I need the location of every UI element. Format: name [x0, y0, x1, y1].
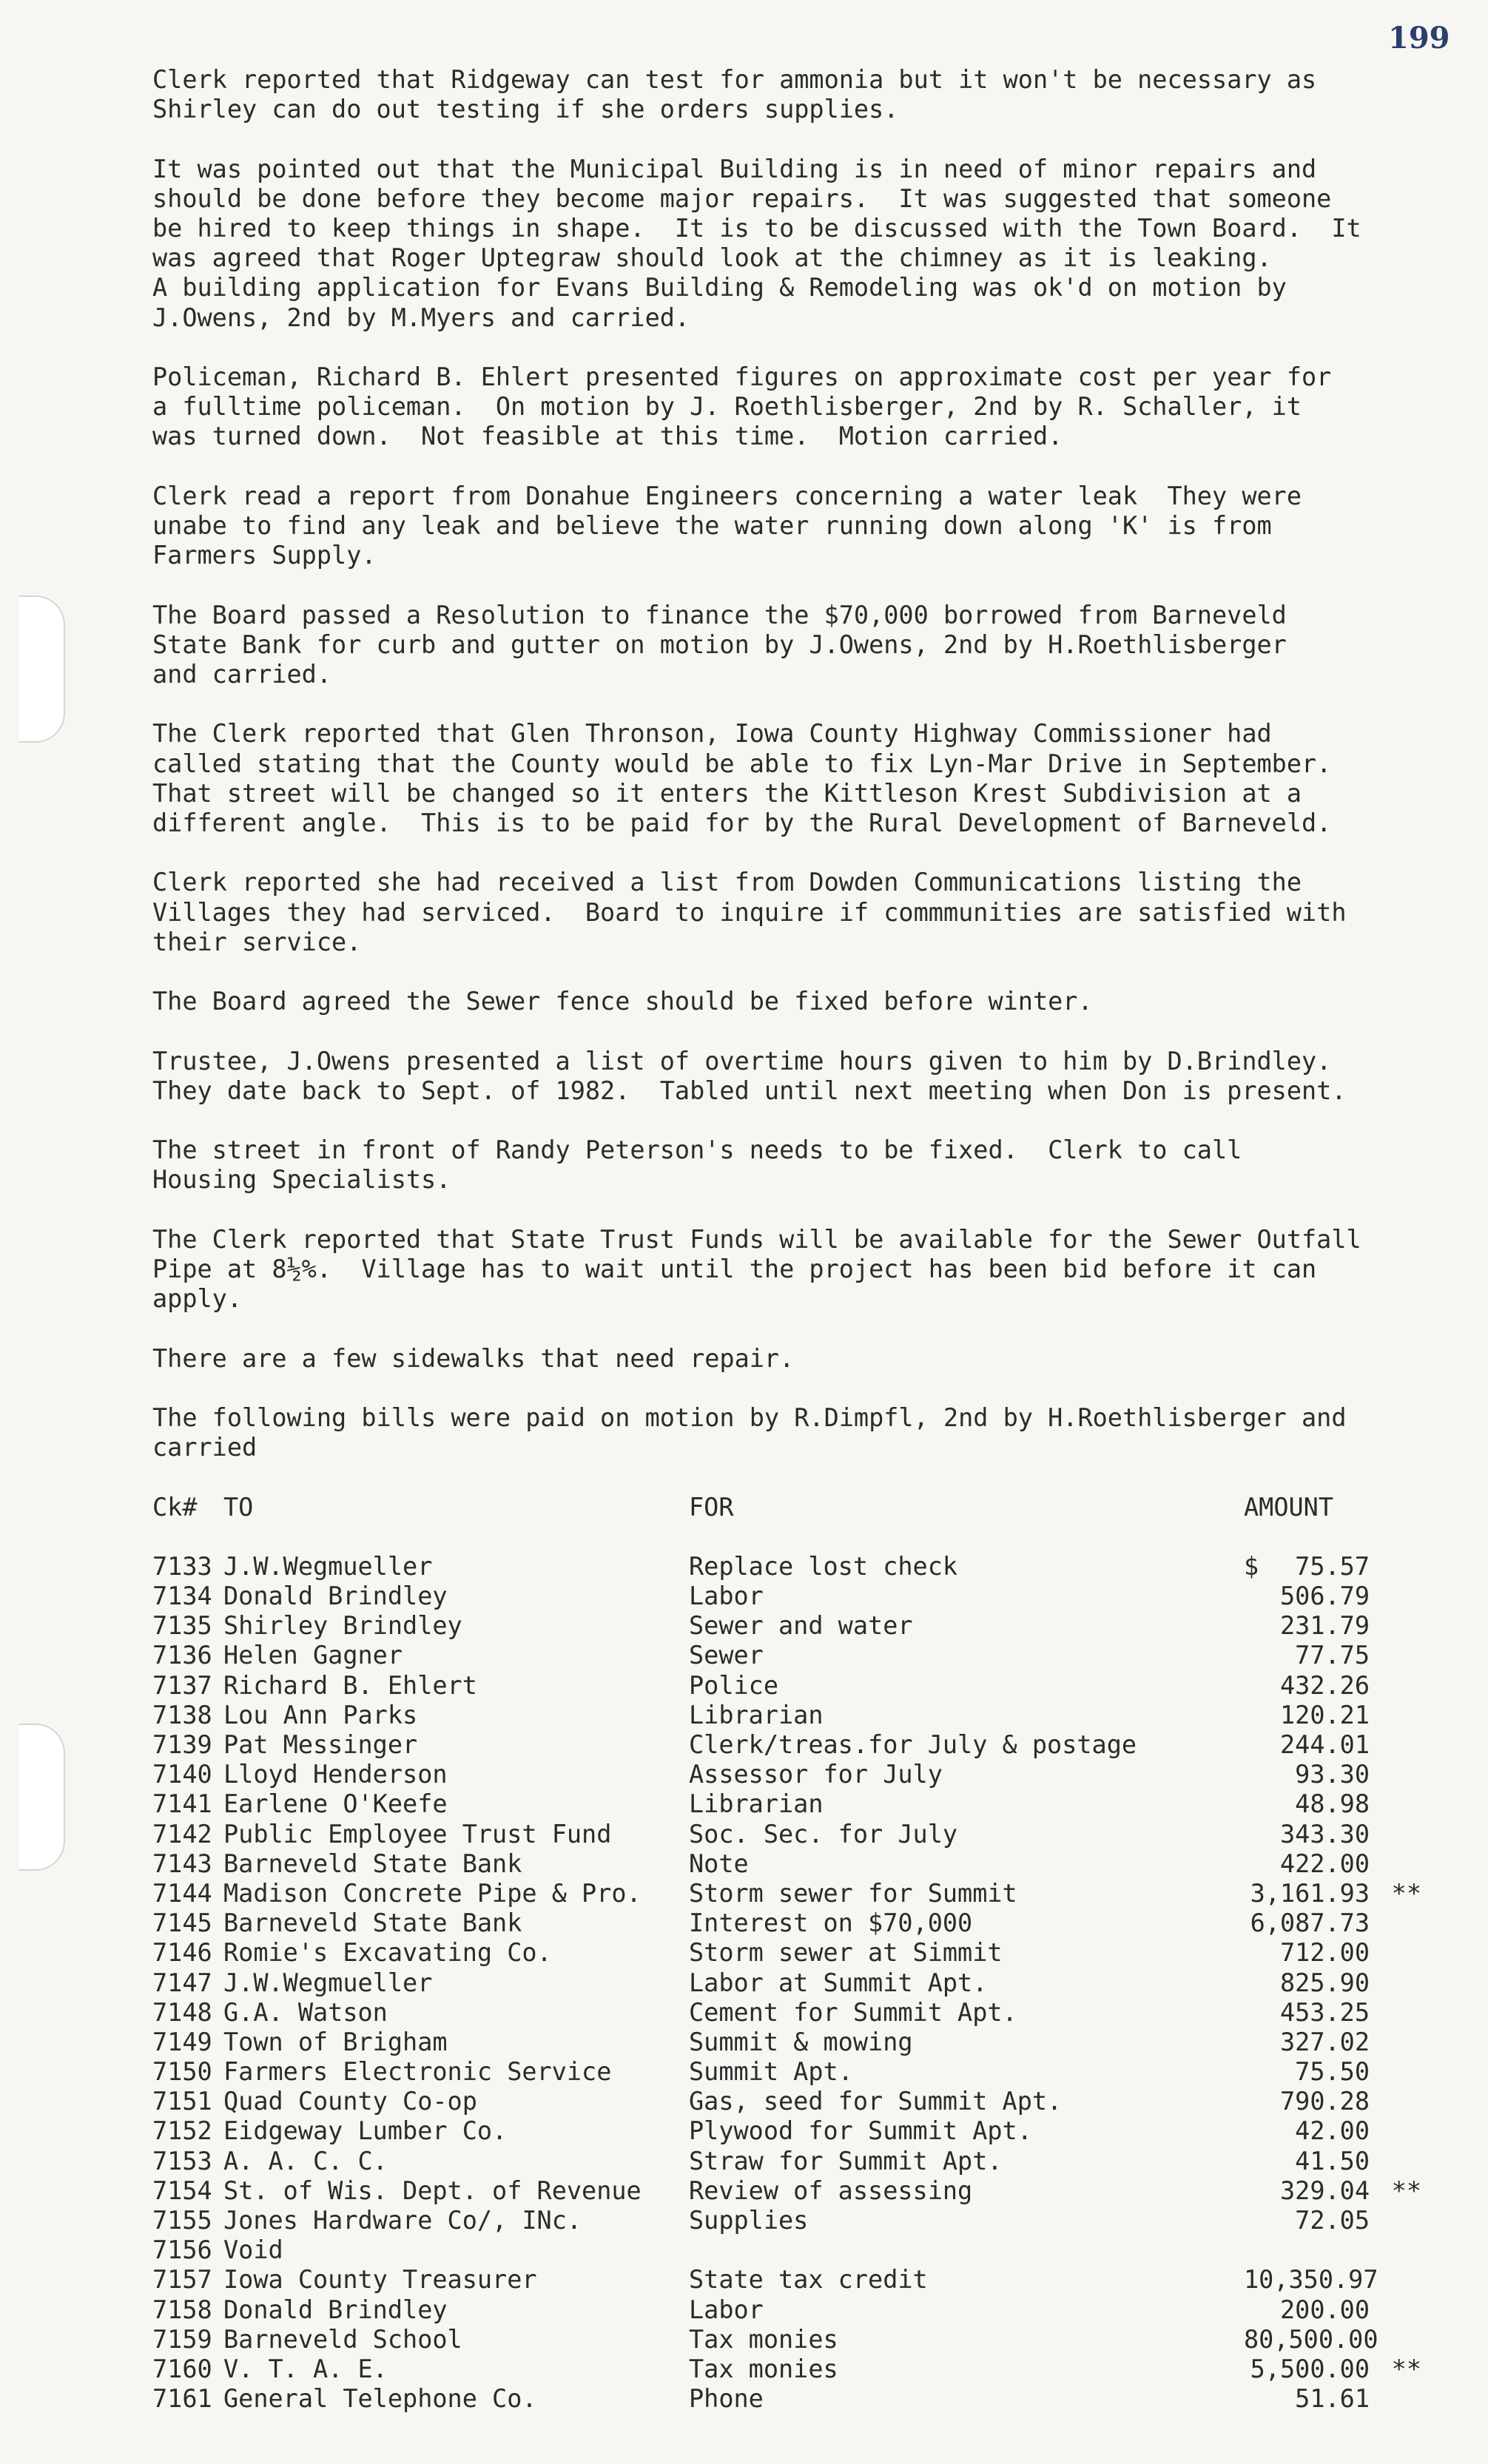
amount-cell: 80,500.00	[1244, 2324, 1378, 2354]
purpose: Cement for Summit Apt.	[689, 1997, 1017, 2027]
paragraph-street-repair: The street in front of Randy Peterson's needs to be fixed. Clerk to call Housing Specialists.	[152, 1135, 1242, 1195]
check-number: 7142	[152, 1819, 212, 1849]
check-number: 7144	[152, 1878, 212, 1908]
purpose: Interest on $70,000	[689, 1908, 973, 1938]
table-row	[152, 2206, 1440, 2235]
payee: A. A. C. C.	[223, 2146, 388, 2176]
table-row	[152, 1908, 1440, 1938]
amount-cell: 10,350.97	[1244, 2265, 1378, 2295]
check-number: 7143	[152, 1849, 212, 1878]
check-number: 7145	[152, 1908, 212, 1938]
purpose: Summit & mowing	[689, 2027, 913, 2056]
table-row	[152, 2265, 1440, 2295]
check-number: 7148	[152, 1997, 212, 2027]
header-to: TO	[223, 1492, 254, 1522]
bills-table-body	[152, 1552, 1440, 2414]
paragraph-policeman: Policeman, Richard B. Ehlert presented figures on approximate cost per year for a fulltime policeman. On motion by J. Roethlisberger, 2nd by R. Schaller, it was turned down. Not feasible at this time. Motion carried.	[152, 362, 1332, 451]
payee: Madison Concrete Pipe & Pro.	[223, 1878, 642, 1908]
page-number: 199	[1388, 21, 1450, 55]
purpose: Labor at Summit Apt.	[689, 1968, 988, 1997]
purpose: Police	[689, 1670, 779, 1700]
check-number: 7161	[152, 2384, 212, 2414]
payee: Earlene O'Keefe	[223, 1789, 448, 1819]
purpose: Sewer	[689, 1641, 764, 1670]
payee: Public Employee Trust Fund	[223, 1819, 612, 1849]
payee: Lou Ann Parks	[223, 1700, 418, 1729]
payee: Town of Brigham	[223, 2027, 448, 2056]
check-number: 7140	[152, 1760, 212, 1789]
amount-cell: 432.26	[1279, 1670, 1370, 1700]
amount-cell: 790.28	[1279, 2087, 1370, 2116]
amount-cell: 3,161.93	[1250, 1878, 1370, 1908]
check-number: 7149	[152, 2027, 212, 2056]
purpose: Replace lost check	[689, 1551, 958, 1581]
purpose: Phone	[689, 2384, 764, 2414]
table-row	[152, 1582, 1440, 1611]
amount-cell: 244.01	[1279, 1730, 1370, 1760]
bills-table-header	[152, 1493, 1440, 1522]
amount: 75.57	[1295, 1551, 1370, 1581]
payee: St. of Wis. Dept. of Revenue	[223, 2176, 642, 2205]
paragraph-ammonia-testing: Clerk reported that Ridgeway can test for ammonia but it won't be necessary as Shirley can do out testing if she orders supplies.	[152, 65, 1317, 124]
check-number: 7153	[152, 2146, 212, 2176]
flag-marker: **	[1391, 2354, 1421, 2383]
check-number: 7160	[152, 2354, 212, 2383]
table-row	[152, 1938, 1440, 1968]
payee: J.W.Wegmueller	[223, 1551, 433, 1581]
paragraph-trust-funds: The Clerk reported that State Trust Funds will be available for the Sewer Outfall Pipe at 8½%. Village has to wait until the project has been bid before it can apply.	[152, 1224, 1361, 1314]
amount-cell: 422.00	[1279, 1849, 1370, 1878]
purpose: Tax monies	[689, 2354, 838, 2383]
paragraph-sewer-fence: The Board agreed the Sewer fence should be fixed before winter.	[152, 987, 1093, 1016]
check-number: 7151	[152, 2087, 212, 2116]
check-number: 7134	[152, 1582, 212, 1611]
payee: Quad County Co-op	[223, 2087, 477, 2116]
amount-cell: 51.61	[1295, 2384, 1370, 2414]
payee: Iowa County Treasurer	[223, 2265, 537, 2295]
check-number: 7135	[152, 1611, 212, 1641]
table-row	[152, 2116, 1440, 2146]
table-row	[152, 2087, 1440, 2116]
table-row	[152, 1789, 1440, 1819]
payee: Shirley Brindley	[223, 1611, 462, 1641]
payee: Donald Brindley	[223, 2295, 448, 2324]
table-row	[152, 2295, 1440, 2325]
check-number: 7157	[152, 2265, 212, 2295]
flag-marker: **	[1391, 1878, 1421, 1908]
table-row	[152, 1730, 1440, 1760]
amount-cell: 93.30	[1295, 1760, 1370, 1789]
amount-cell: 72.05	[1295, 2206, 1370, 2235]
payee: V. T. A. E.	[223, 2354, 388, 2383]
amount-cell: 506.79	[1279, 1582, 1370, 1611]
table-row	[152, 1552, 1440, 1582]
payee: Lloyd Henderson	[223, 1760, 448, 1789]
table-row	[152, 2384, 1440, 2414]
purpose: Supplies	[689, 2206, 809, 2235]
check-number: 7138	[152, 1700, 212, 1729]
amount-cell: 120.21	[1279, 1700, 1370, 1729]
payee: Farmers Electronic Service	[223, 2057, 612, 2087]
amount-cell: 231.79	[1279, 1611, 1370, 1641]
header-for: FOR	[689, 1492, 734, 1522]
check-number: 7150	[152, 2057, 212, 2087]
table-row	[152, 2147, 1440, 2176]
purpose: Soc. Sec. for July	[689, 1819, 958, 1849]
paragraph-bills-motion: The following bills were paid on motion by R.Dimpfl, 2nd by H.Roethlisberger and carried	[152, 1403, 1347, 1462]
paragraph-municipal-building: It was pointed out that the Municipal Building is in need of minor repairs and should be done before they become major repairs. It was suggested that someone be hired to keep things in shape. It is to be discussed with the Town Board. It was agreed that Roger Uptegraw should look at the chimney as it is leaking. A building application for Evans Building & Remodeling was ok'd on motion by J.Owens, 2nd by M.Myers and carried.	[152, 154, 1361, 332]
payee: Barneveld State Bank	[223, 1849, 522, 1878]
payee: Void	[223, 2235, 283, 2265]
amount-cell: 453.25	[1279, 1997, 1370, 2027]
amount-cell: 42.00	[1295, 2116, 1370, 2146]
purpose: Librarian	[689, 1789, 824, 1819]
purpose: Plywood for Summit Apt.	[689, 2116, 1032, 2146]
check-number: 7139	[152, 1730, 212, 1760]
table-row	[152, 1998, 1440, 2028]
amount-cell: 77.75	[1295, 1641, 1370, 1670]
payee: Richard B. Ehlert	[223, 1670, 477, 1700]
purpose: Labor	[689, 1582, 764, 1611]
amount-cell: 48.98	[1295, 1789, 1370, 1819]
purpose: Review of assessing	[689, 2176, 973, 2205]
purpose: Note	[689, 1849, 749, 1878]
paragraph-resolution: The Board passed a Resolution to finance the $70,000 borrowed from Barneveld State Bank for curb and gutter on motion by J.Owens, 2nd by H.Roethlisberger and carried.	[152, 600, 1287, 689]
check-number: 7159	[152, 2324, 212, 2354]
table-row	[152, 2028, 1440, 2057]
amount-cell: 712.00	[1279, 1938, 1370, 1968]
amount-cell: 327.02	[1279, 2027, 1370, 2056]
amount-cell: 75.50	[1295, 2057, 1370, 2087]
check-number: 7141	[152, 1789, 212, 1819]
amount-cell: 6,087.73	[1250, 1908, 1370, 1938]
check-number: 7152	[152, 2116, 212, 2146]
purpose: Labor	[689, 2295, 764, 2324]
table-row	[152, 1611, 1440, 1641]
check-number: 7158	[152, 2295, 212, 2324]
payee: Romie's Excavating Co.	[223, 1938, 552, 1968]
payee: Barneveld State Bank	[223, 1908, 522, 1938]
check-number: 7133	[152, 1551, 212, 1581]
payee: Pat Messinger	[223, 1730, 418, 1760]
check-number: 7155	[152, 2206, 212, 2235]
amount-cell: 343.30	[1279, 1819, 1370, 1849]
table-row	[152, 2325, 1440, 2355]
table-row	[152, 2235, 1440, 2265]
paragraph-water-leak: Clerk read a report from Donahue Engineers concerning a water leak They were unabe to find any leak and believe the water running down along 'K' is from Farmers Supply.	[152, 481, 1302, 570]
table-row	[152, 1968, 1440, 1998]
purpose: Assessor for July	[689, 1760, 943, 1789]
binder-hole-top	[19, 595, 65, 743]
header-ck: Ck#	[152, 1492, 198, 1522]
binder-hole-bottom	[19, 1724, 65, 1871]
purpose: Storm sewer for Summit	[689, 1878, 1017, 1908]
table-row	[152, 1760, 1440, 1789]
table-row	[152, 1849, 1440, 1879]
table-row	[152, 1820, 1440, 1849]
purpose: Tax monies	[689, 2324, 838, 2354]
paragraph-sidewalks: There are a few sidewalks that need repair.	[152, 1343, 795, 1373]
flag-marker: **	[1391, 2176, 1421, 2205]
payee: Jones Hardware Co/, INc.	[223, 2206, 582, 2235]
table-row	[152, 1671, 1440, 1701]
purpose: Summit Apt.	[689, 2057, 853, 2087]
check-number: 7146	[152, 1938, 212, 1968]
purpose: State tax credit	[689, 2265, 928, 2295]
paragraph-overtime: Trustee, J.Owens presented a list of overtime hours given to him by D.Brindley. They date back to Sept. of 1982. Tabled until next meeting when Don is present.	[152, 1046, 1347, 1105]
amount-cell: 329.04	[1279, 2176, 1370, 2205]
payee: Helen Gagner	[223, 1641, 403, 1670]
payee: Donald Brindley	[223, 1582, 448, 1611]
payee: Eidgeway Lumber Co.	[223, 2116, 508, 2146]
paragraph-lyn-mar-drive: The Clerk reported that Glen Thronson, Iowa County Highway Commissioner had called stating that the County would be able to fix Lyn-Mar Drive in September. That street will be changed so it enters the Kittleson Krest Subdivision at a different angle. This is to be paid for by the Rural Development of Barneveld.	[152, 719, 1332, 837]
table-row	[152, 2355, 1440, 2384]
paragraph-dowden: Clerk reported she had received a list from Dowden Communications listing the Villages they had serviced. Board to inquire if commmunities are satisfied with their service.	[152, 868, 1347, 956]
check-number: 7156	[152, 2235, 212, 2265]
table-row	[152, 1641, 1440, 1670]
payee: Barneveld School	[223, 2324, 462, 2354]
purpose: Librarian	[689, 1700, 824, 1729]
table-row	[152, 1701, 1440, 1730]
minutes-document	[152, 65, 1440, 2414]
currency-symbol: $	[1244, 1551, 1259, 1581]
amount-cell: 200.00	[1279, 2295, 1370, 2324]
header-amount: AMOUNT	[1244, 1492, 1334, 1522]
payee: General Telephone Co.	[223, 2384, 537, 2414]
check-number: 7147	[152, 1968, 212, 1997]
amount-cell	[1244, 1552, 1370, 1582]
purpose: Storm sewer at Simmit	[689, 1938, 1003, 1968]
payee: J.W.Wegmueller	[223, 1968, 433, 1997]
amount-cell: 5,500.00	[1250, 2354, 1370, 2383]
amount-cell: 825.90	[1279, 1968, 1370, 1997]
check-number: 7154	[152, 2176, 212, 2205]
table-row	[152, 2057, 1440, 2087]
purpose: Gas, seed for Summit Apt.	[689, 2087, 1063, 2116]
purpose: Sewer and water	[689, 1611, 913, 1641]
table-row	[152, 2176, 1440, 2206]
table-row	[152, 1879, 1440, 1908]
amount-cell: 41.50	[1295, 2146, 1370, 2176]
check-number: 7136	[152, 1641, 212, 1670]
purpose: Straw for Summit Apt.	[689, 2146, 1003, 2176]
purpose: Clerk/treas.for July & postage	[689, 1730, 1137, 1760]
check-number: 7137	[152, 1670, 212, 1700]
payee: G.A. Watson	[223, 1997, 388, 2027]
